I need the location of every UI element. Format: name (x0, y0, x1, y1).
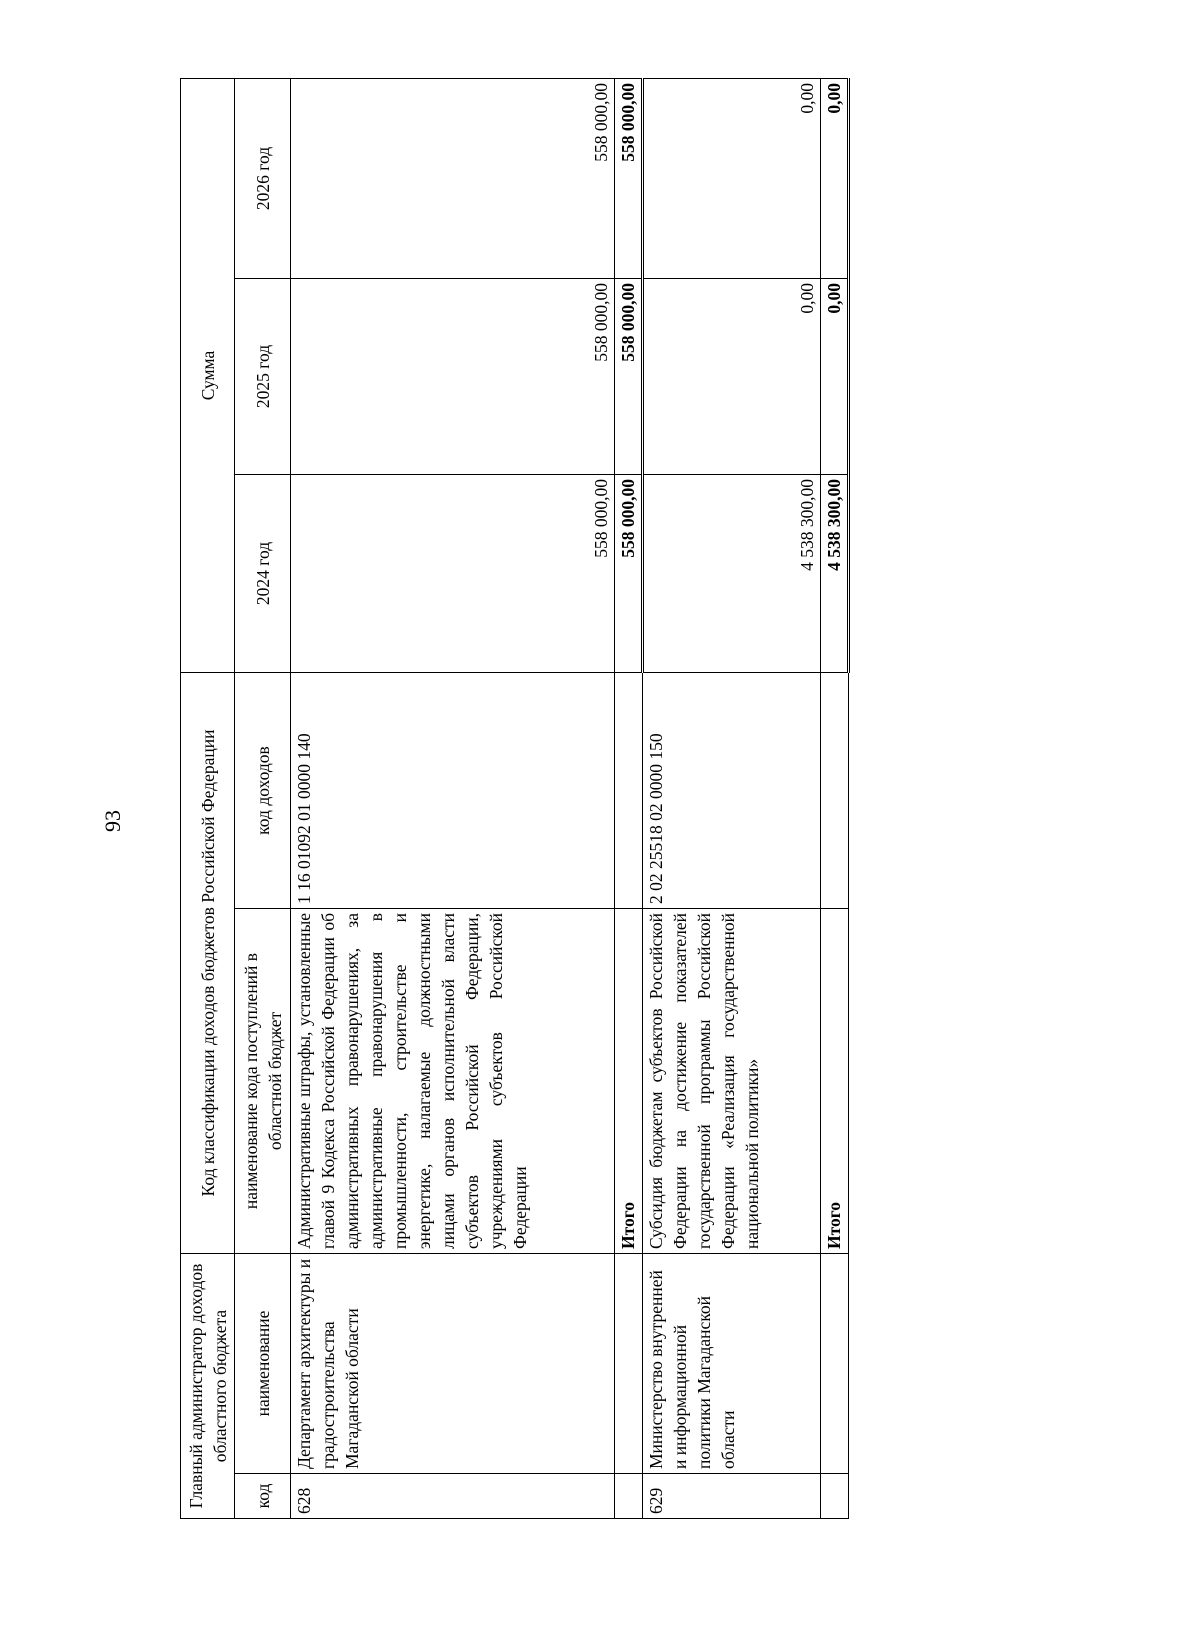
header-year-2025: 2025 год (235, 279, 291, 475)
header-admin-group: Главный администратор доходов областного бюджета (181, 1254, 235, 1519)
header-year-2026: 2026 год (235, 78, 291, 278)
header-classification-group: Код классификации доходов бюджетов Российской Федерации (181, 673, 235, 1254)
total-2024: 558 000,00 (615, 475, 643, 673)
total-label: Итого (821, 909, 849, 1254)
sum-2026: 0,00 (643, 78, 821, 278)
admin-name: Департамент архитектуры и градостроительства Магаданской области (291, 1254, 615, 1474)
admin-code: 628 (291, 1474, 615, 1519)
total-2026: 558 000,00 (615, 78, 643, 278)
header-kod: код (235, 1474, 291, 1519)
header-income-code: код доходов (235, 673, 291, 909)
rotated-table-container (180, 79, 890, 1519)
sum-2025: 558 000,00 (291, 279, 615, 475)
income-classification-table (180, 78, 850, 1519)
table-row (291, 78, 615, 1518)
total-2024: 4 538 300,00 (821, 475, 849, 673)
code-name: Административные штрафы, установленные главой 9 Кодекса Российской Федерации об административных правонарушениях, за административные правонарушения в промышленности, строительстве и энергетике, налагаемые должностными лицами органов исполнительной власти субъектов Российской Федерации, учреждениями субъектов Российской Федерации (291, 909, 615, 1254)
total-row (615, 78, 643, 1518)
admin-name: Министерство внутренней и информационной политики Магаданской области (643, 1254, 821, 1474)
page-number: 93 (100, 810, 125, 832)
income-code: 1 16 01092 01 0000 140 (291, 673, 615, 909)
sum-2026: 558 000,00 (291, 78, 615, 278)
sum-2024: 558 000,00 (291, 475, 615, 673)
total-label: Итого (615, 909, 643, 1254)
admin-code: 629 (643, 1474, 821, 1519)
total-row (821, 78, 849, 1518)
code-name: Субсидия бюджетам субъектов Российской Федерации на достижение показателей государственной программы Российской Федерации «Реализация государственной национальной политики» (643, 909, 821, 1254)
header-sum-group: Сумма (181, 78, 235, 672)
sum-2024: 4 538 300,00 (643, 475, 821, 673)
header-name-of-code: наименование кода поступлений в областной бюджет (235, 909, 291, 1254)
table-row (643, 78, 821, 1518)
income-code: 2 02 25518 02 0000 150 (643, 673, 821, 909)
sum-2025: 0,00 (643, 279, 821, 475)
total-2025: 558 000,00 (615, 279, 643, 475)
header-year-2024: 2024 год (235, 475, 291, 673)
header-naimenovanie: наименование (235, 1254, 291, 1474)
total-2026: 0,00 (821, 78, 849, 278)
total-2025: 0,00 (821, 279, 849, 475)
